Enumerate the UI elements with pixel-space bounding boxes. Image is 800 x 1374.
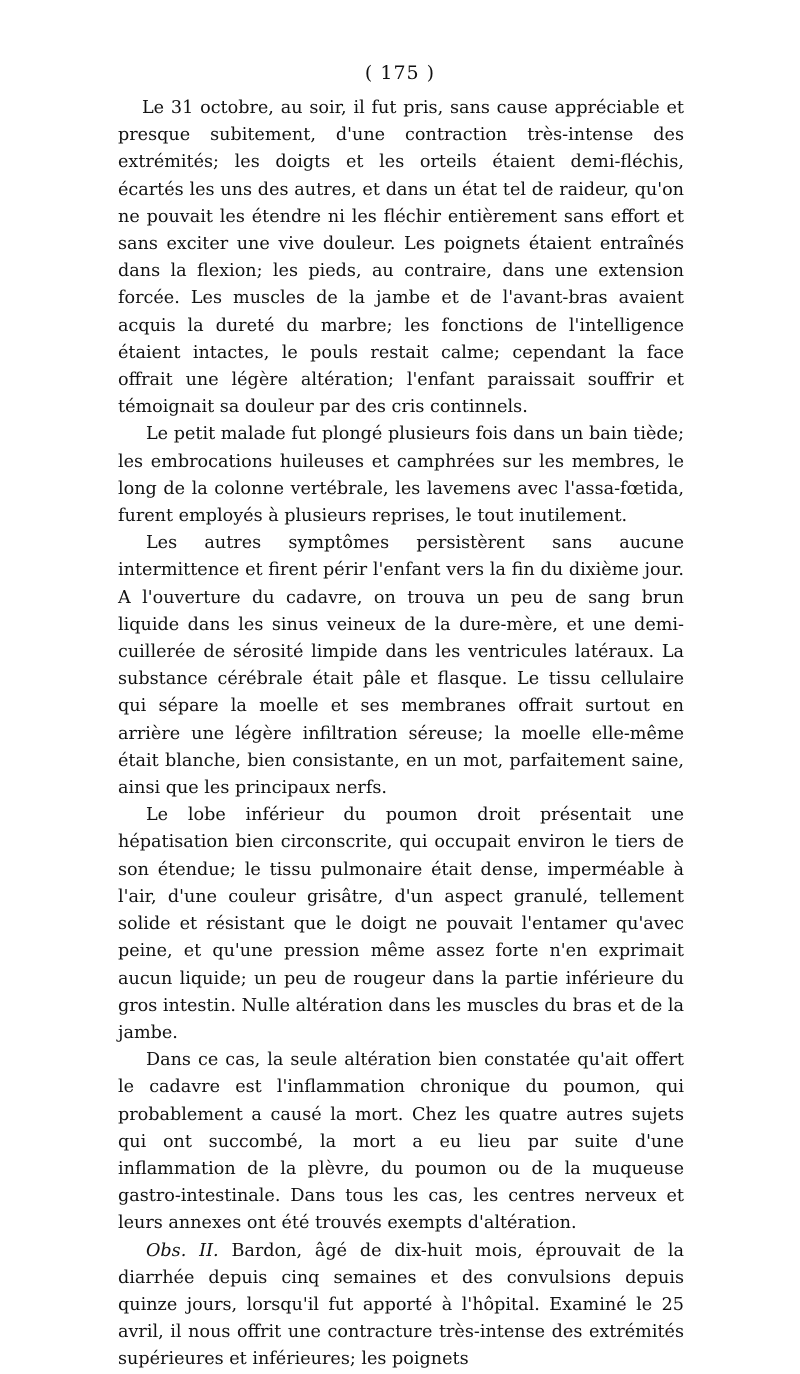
observation-label: Obs. II. [146, 1240, 219, 1261]
paragraph-3: Les autres symptômes persistèrent sans aucune intermittence et firent périr l'enfant vers la fin du dixième jour. A l'ouverture du cadavre, on trouva un peu de sang brun liquide dans les sinus veineux de la dure-mère, et une demi-cuillerée de sérosité limpide dans les ventricules latéraux. La substance cérébrale était pâle et flasque. Le tissu cellulaire qui sépare la moelle et ses membranes offrait surtout en arrière une légère infiltration séreuse; la moelle elle-même était blanche, bien consistante, en un mot, parfaitement saine, ainsi que les principaux nerfs. [118, 533, 684, 799]
paragraph-obs-2 [118, 1238, 684, 1374]
paragraph-1: Le 31 octobre, au soir, il fut pris, sans cause appréciable et presque subitement, d'une contraction très-intense des extrémités; les doigts et les orteils étaient demi-fléchis, écartés les uns des autres, et dans un état tel de raideur, qu'on ne pouvait les étendre ni les fléchir entièrement sans effort et sans exciter une vive douleur. Les poignets étaient entraînés dans la flexion; les pieds, au contraire, dans une extension forcée. Les muscles de la jambe et de l'avant-bras avaient acquis la dureté du marbre; les fonctions de l'intelligence étaient intactes, le pouls restait calme; cependant la face offrait une légère altération; l'enfant paraissait souffrir et témoignait sa douleur par des cris continnels. [118, 98, 684, 418]
paragraph-2: Le petit malade fut plongé plusieurs fois dans un bain tiède; les embrocations huileuses et camphrées sur les membres, le long de la colonne vertébrale, les lavemens avec l'assa-fœtida, furent employés à plusieurs reprises, le tout inutilement. [118, 424, 684, 527]
body-text [118, 95, 684, 1374]
paragraph-4: Le lobe inférieur du poumon droit présentait une hépatisation bien circonscrite, qui occupait environ le tiers de son étendue; le tissu pulmonaire était dense, imperméable à l'air, d'une couleur grisâtre, d'un aspect granulé, tellement solide et résistant que le doigt ne pouvait l'entamer qu'avec peine, et qu'une pression même assez forte n'en exprimait aucun liquide; un peu de rougeur dans la partie inférieure du gros intestin. Nulle altération dans les muscles du bras et de la jambe. [118, 805, 684, 1043]
paragraph-5: Dans ce cas, la seule altération bien constatée qu'ait offert le cadavre est l'inflammation chronique du poumon, qui probablement a causé la mort. Chez les quatre autres sujets qui ont succombé, la mort a eu lieu par suite d'une inflammation de la plèvre, du poumon ou de la muqueuse gastro-intestinale. Dans tous les cas, les centres nerveux et leurs annexes ont été trouvés exempts d'altération. [118, 1050, 684, 1234]
observation-text: Bardon, âgé de dix-huit mois, éprouvait de la diarrhée depuis cinq semaines et des convulsions depuis quinze jours, lorsqu'il fut apporté à l'hôpital. Examiné le 25 avril, il nous offrit une contracture très-intense des extrémités supérieures et inférieures; les poignets [118, 1240, 684, 1370]
page-number: ( 175 ) [364, 62, 436, 84]
